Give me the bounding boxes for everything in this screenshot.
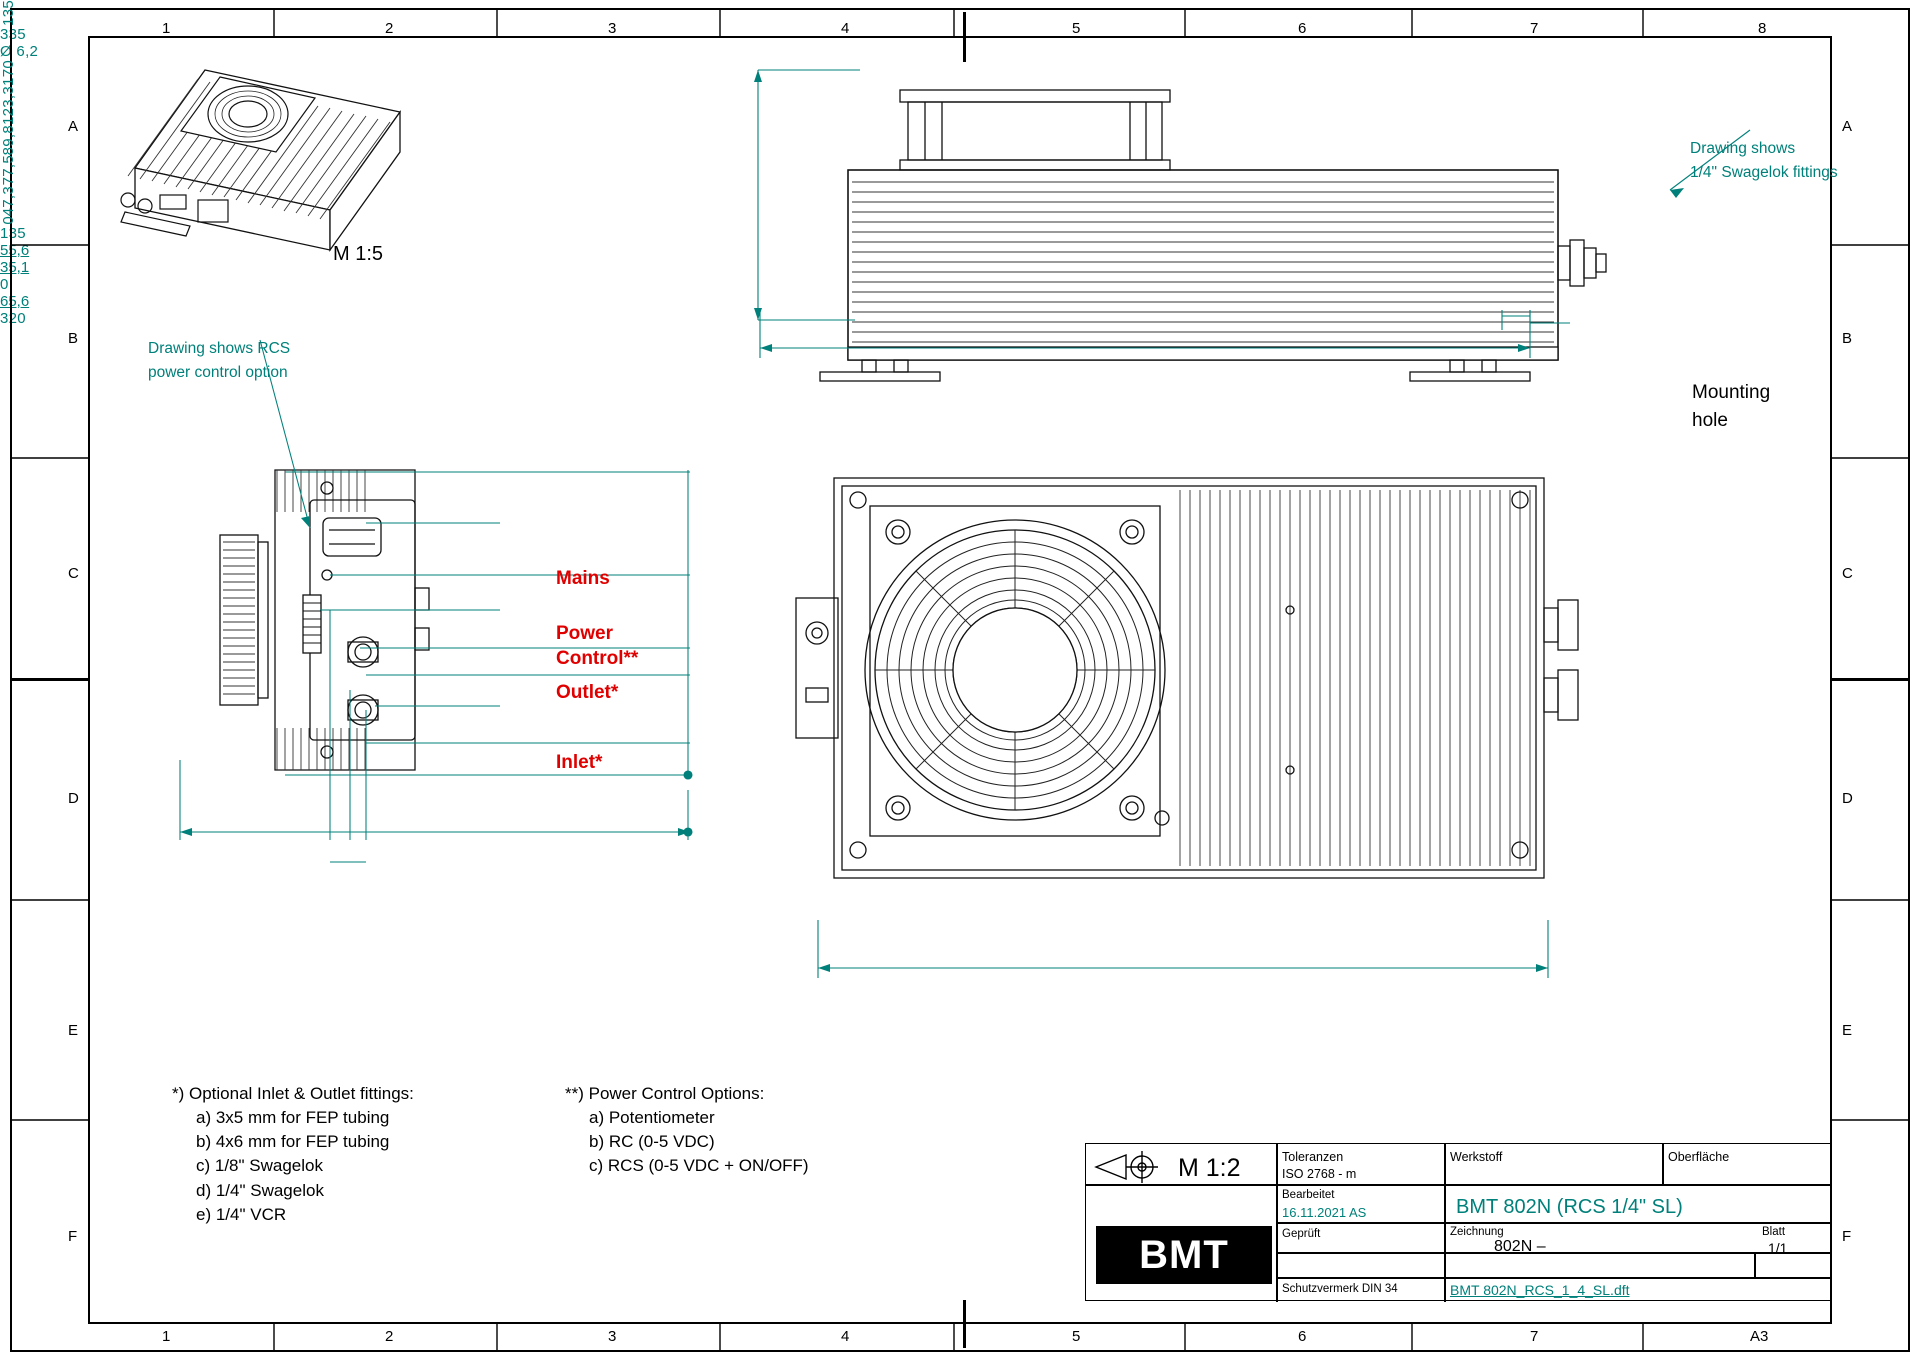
material-label: Werkstoff [1450,1150,1503,1164]
label-power: Power [556,623,614,644]
label-power-control: Control** [556,648,639,669]
side-dim-170: 170 [0,59,17,86]
side-dim-55-6: 55,6 [0,241,30,259]
mounting-hole-note-line2: hole [1692,410,1728,431]
label-inlet: Inlet* [556,752,603,773]
title-block-scale: M 1:2 [1178,1154,1241,1182]
drawing-label: Zeichnung [1450,1226,1504,1238]
front-width-dimension: 335 [0,25,26,43]
product-name: BMT 802N (RCS 1/4" SL) [1456,1196,1683,1218]
sheet-value: 1/1 [1768,1240,1788,1256]
column-label-8-top: 8 [1758,20,1767,37]
side-dim-0-horizontal: 0 [0,275,9,293]
column-label-5-bottom: 5 [1072,1328,1081,1345]
side-view-dimensions [200,460,760,1020]
column-label-6-bottom: 6 [1298,1328,1307,1345]
fittings-notes [172,1082,414,1227]
column-label-4-bottom: 4 [841,1328,850,1345]
side-dim-123-3: 123,3 [0,85,17,125]
column-label-6-top: 6 [1298,20,1307,37]
row-label-F-left: F [68,1228,78,1245]
row-label-D-left: D [68,790,79,807]
side-dim-65-6: 65,6 [0,292,30,310]
row-label-C-left: C [68,565,79,582]
row-label-C-right: C [1842,565,1853,582]
checked-value [1278,1242,1286,1246]
row-label-D-right: D [1842,790,1853,807]
bmt-logo: BMT [1096,1226,1272,1284]
iso-scale-label: M 1:5 [333,243,384,265]
tolerances-label: Toleranzen [1282,1150,1344,1164]
label-outlet: Outlet* [556,682,619,703]
front-height-dimension: 135 [0,0,17,26]
column-label-2-top: 2 [385,20,394,37]
top-width-dimension: 320 [0,309,26,327]
edited-label: Bearbeitet [1282,1189,1335,1201]
tolerances-value: ISO 2768 - m [1282,1167,1357,1181]
tb-hline-2 [1276,1222,1832,1224]
mounting-hole-note-line1: Mounting [1692,382,1771,403]
tb-hline-3 [1276,1252,1832,1254]
row-label-F-right: F [1842,1228,1852,1245]
column-label-7-top: 7 [1530,20,1539,37]
column-label-3-top: 3 [608,20,617,37]
tb-hline-4 [1276,1277,1832,1279]
fitting-option-a: a) 3x5 mm for FEP tubing [196,1108,390,1128]
protection-label: Schutzvermerk DIN 34 [1282,1283,1398,1295]
row-label-B-left: B [68,330,79,347]
side-dim-135: 135 [0,224,26,242]
side-dim-77-5: 77,5 [0,155,17,186]
swagelok-callout-line1: Drawing shows [1690,140,1796,157]
drawing-value: 802N – [1494,1238,1546,1255]
fitting-option-c: c) 1/8" Swagelok [196,1156,323,1176]
column-label-5-top: 5 [1072,20,1081,37]
format-label-bottom: A3 [1750,1328,1769,1345]
power-notes-title: **) Power Control Options: [565,1084,765,1103]
power-option-b: b) RC (0-5 VDC) [589,1132,715,1152]
edited-value: 16.11.2021 AS [1282,1205,1367,1220]
row-label-B-right: B [1842,330,1853,347]
title-block [1085,1143,1831,1301]
swagelok-callout-line2: 1/4" Swagelok fittings [1690,164,1838,181]
tb-vline-4 [1754,1252,1756,1277]
rcs-callout-line1: Drawing shows RCS [148,340,291,357]
material-value [1446,1165,1454,1169]
column-label-1-bottom: 1 [162,1328,171,1345]
column-label-7-bottom: 7 [1530,1328,1539,1345]
column-label-2-bottom: 2 [385,1328,394,1345]
side-dim-47-3: 47,3 [0,185,17,217]
power-option-a: a) Potentiometer [589,1108,715,1128]
column-label-3-bottom: 3 [608,1328,617,1345]
row-label-E-left: E [68,1022,79,1039]
top-view [790,470,1580,890]
rcs-callout-line2: power control option [148,364,288,381]
file-name: BMT 802N_RCS_1_4_SL.dft [1450,1282,1630,1298]
power-option-c: c) RCS (0-5 VDC + ON/OFF) [589,1156,809,1176]
checked-label: Geprüft [1282,1228,1321,1240]
sheet-label: Blatt [1762,1226,1786,1238]
surface-label: Oberfläche [1668,1150,1730,1164]
column-label-1-top: 1 [162,20,171,37]
row-label-E-right: E [1842,1022,1853,1039]
fitting-option-b: b) 4x6 mm for FEP tubing [196,1132,390,1152]
power-control-notes [565,1082,809,1179]
side-dim-89-8: 89,8 [0,124,17,156]
column-label-4-top: 4 [841,20,850,37]
front-view-dimensions [740,60,1790,460]
row-label-A-right: A [1842,118,1853,135]
side-dim-35-1: 35,1 [0,258,30,276]
fitting-option-e: e) 1/4" VCR [196,1204,287,1224]
side-dim-0-vertical: 0 [0,216,17,225]
row-label-A-left: A [68,118,79,135]
tb-hline-1 [1276,1184,1832,1186]
mounting-hole-dimension: Ø 6,2 [0,42,39,60]
fittings-notes-title: *) Optional Inlet & Outlet fittings: [172,1084,414,1103]
label-mains: Mains [556,568,610,589]
surface-value [1664,1165,1672,1169]
fitting-option-d: d) 1/4" Swagelok [196,1180,324,1200]
top-view-dimensions [790,900,1640,1020]
